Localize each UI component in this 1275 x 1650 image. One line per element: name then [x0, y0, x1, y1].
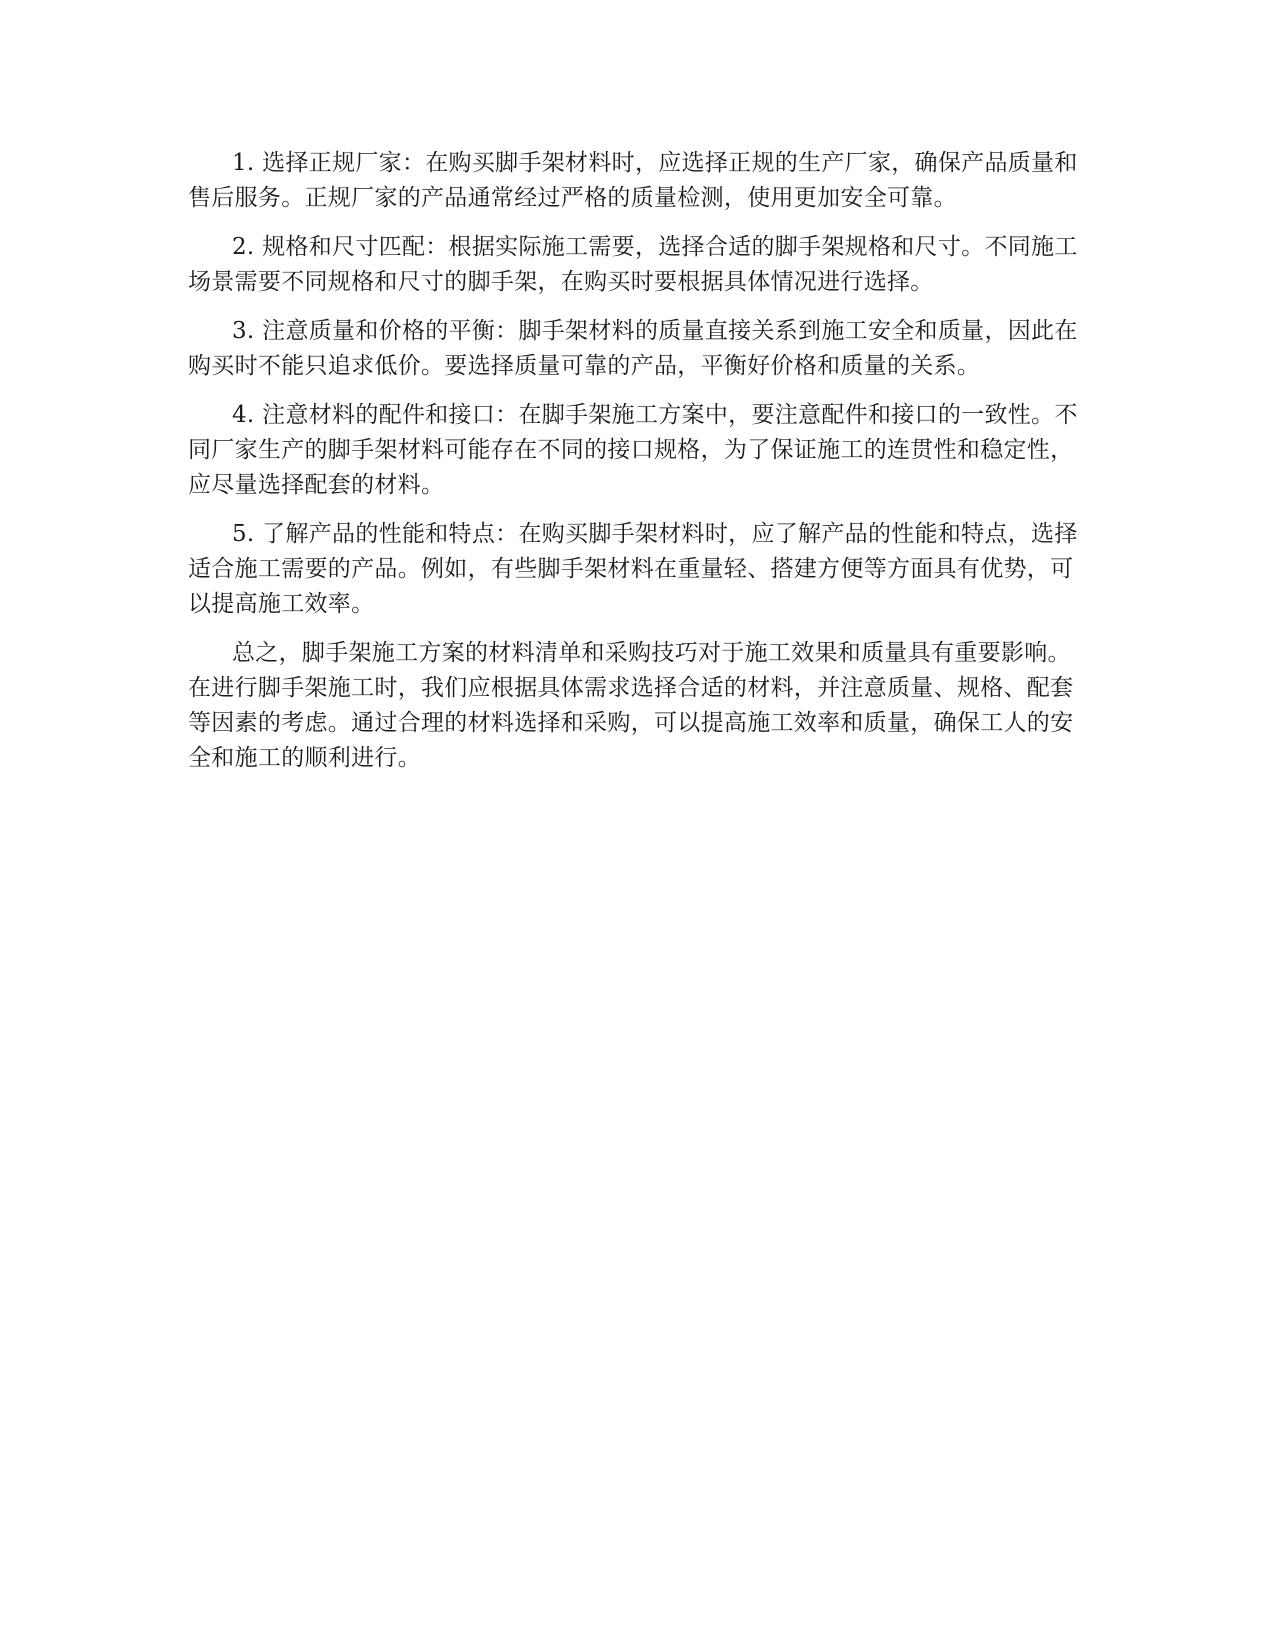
- summary-paragraph: 总之，脚手架施工方案的材料清单和采购技巧对于施工效果和质量具有重要影响。在进行脚手架施工时，我们应根据具体需求选择合适的材料，并注意质量、规格、配套等因素的考虑。通过合理的材料选择和采购，可以提高施工效率和质量，确保工人的安全和施工的顺利进行。: [188, 640, 1074, 771]
- list-item-5: 5. 了解产品的性能和特点：在购买脚手架材料时，应了解产品的性能和特点，选择适合施工需要的产品。例如，有些脚手架材料在重量轻、搭建方便等方面具有优势，可以提高施工效率。: [188, 521, 1078, 617]
- document-body: [188, 146, 1088, 790]
- list-item-4: 4. 注意材料的配件和接口：在脚手架施工方案中，要注意配件和接口的一致性。不同厂家生产的脚手架材料可能存在不同的接口规格，为了保证施工的连贯性和稳定性，应尽量选择配套的材料。: [188, 402, 1078, 498]
- list-item-3: 3. 注意质量和价格的平衡：脚手架材料的质量直接关系到施工安全和质量，因此在购买时不能只追求低价。要选择质量可靠的产品，平衡好价格和质量的关系。: [188, 318, 1078, 379]
- list-item-1: 1. 选择正规厂家：在购买脚手架材料时，应选择正规的生产厂家，确保产品质量和售后服务。正规厂家的产品通常经过严格的质量检测，使用更加安全可靠。: [188, 150, 1078, 211]
- list-item-2: 2. 规格和尺寸匹配：根据实际施工需要，选择合适的脚手架规格和尺寸。不同施工场景需要不同规格和尺寸的脚手架，在购买时要根据具体情况进行选择。: [188, 234, 1078, 295]
